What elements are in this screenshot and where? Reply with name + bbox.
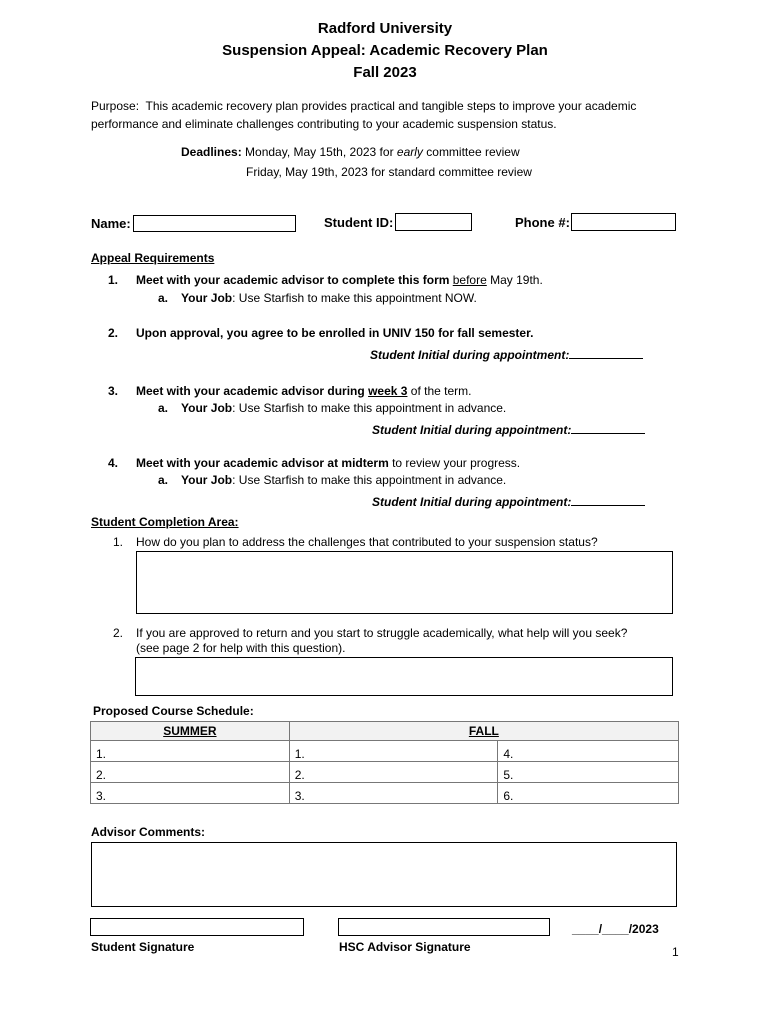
req3-bold: Meet with your academic advisor during (136, 384, 365, 398)
req4-sub-letter: a. (158, 473, 169, 487)
req1-sub-bold: Your Job (181, 291, 233, 305)
schedule-table (90, 721, 679, 804)
req4-rest: to review your progress. (392, 456, 521, 470)
req4-bold: Meet with your academic advisor at midterm (136, 456, 389, 470)
q2-text (136, 626, 627, 656)
form-title: Suspension Appeal: Academic Recovery Plan (222, 42, 548, 59)
purpose-text-line1: This academic recovery plan provides practical and tangible steps to improve your academic (145, 99, 637, 113)
req3-sub-desc: : Use Starfish to make this appointment in advance. (232, 401, 507, 415)
req3-initial-blank[interactable] (571, 422, 645, 434)
req2-text: Upon approval, you agree to be enrolled in UNIV 150 for fall semester. (136, 326, 534, 340)
req2-initial-blank[interactable] (569, 347, 643, 359)
q2-text-line2: (see page 2 for help with this question). (136, 641, 346, 655)
appeal-heading: Appeal Requirements (91, 251, 215, 265)
fall-slot-4[interactable]: 4. (498, 741, 679, 762)
advisor-heading: Advisor Comments: (91, 825, 206, 839)
student-signature-field[interactable] (90, 918, 304, 936)
deadlines-line2: Friday, May 19th, 2023 for standard committee review (246, 165, 532, 179)
q1-answer-box[interactable] (136, 551, 673, 614)
req4-initial (372, 494, 645, 509)
deadline-early-text: Monday, May 15th, 2023 for (245, 145, 394, 159)
req1-text (136, 273, 543, 287)
q1-text: How do you plan to address the challenges that contributed to your suspension status? (136, 535, 598, 549)
purpose-text-line2: performance and eliminate challenges contributing to your academic suspension status. (91, 117, 557, 131)
table-row (91, 741, 679, 762)
req3-initial (372, 422, 645, 437)
deadline-early-post: committee review (426, 145, 520, 159)
name-label: Name: (91, 216, 131, 231)
q2-answer-box[interactable] (135, 657, 673, 696)
req1-bold: Meet with your academic advisor to complete this form (136, 273, 450, 287)
deadlines-line1 (181, 145, 520, 159)
req1-underline: before (452, 273, 487, 287)
q2-text-line1: If you are approved to return and you start to struggle academically, what help will you seek? (136, 626, 628, 640)
req4-text (136, 456, 520, 470)
summer-slot-1[interactable]: 1. (91, 741, 290, 762)
phone-field[interactable] (571, 213, 676, 231)
advisor-comments-box[interactable] (91, 842, 677, 907)
name-field[interactable] (133, 215, 296, 232)
req3-sub-text (181, 401, 506, 415)
req3-underline: week 3 (368, 384, 408, 398)
summer-slot-3[interactable]: 3. (91, 783, 290, 804)
q1-number: 1. (113, 535, 124, 549)
purpose-label: Purpose: (91, 99, 140, 113)
page-number: 1 (672, 945, 679, 959)
req1-sub-desc: : Use Starfish to make this appointment NOW. (232, 291, 477, 305)
req2-number: 2. (108, 326, 119, 340)
req1-sub-letter: a. (158, 291, 169, 305)
university-name: Radford University (317, 20, 453, 37)
fall-slot-5[interactable]: 5. (498, 762, 679, 783)
fall-header: FALL (289, 722, 678, 741)
req3-sub-letter: a. (158, 401, 169, 415)
req4-number: 4. (108, 456, 119, 470)
date-field[interactable]: ____/____/2023 (572, 922, 659, 936)
req1-sub-text (181, 291, 477, 305)
req4-sub-text (181, 473, 506, 487)
deadlines-label: Deadlines: (181, 145, 242, 159)
student-id-field[interactable] (395, 213, 472, 231)
req4-initial-blank[interactable] (571, 494, 645, 506)
req3-text (136, 384, 472, 398)
fall-slot-6[interactable]: 6. (498, 783, 679, 804)
fall-slot-2[interactable]: 2. (289, 762, 498, 783)
fall-slot-3[interactable]: 3. (289, 783, 498, 804)
req3-number: 3. (108, 384, 119, 398)
req3-rest: of the term. (410, 384, 472, 398)
advisor-signature-field[interactable] (338, 918, 550, 936)
req2-initial-label: Student Initial during appointment: (370, 348, 570, 362)
req1-number: 1. (108, 273, 119, 287)
req4-sub-desc: : Use Starfish to make this appointment in advance. (232, 473, 507, 487)
summer-header: SUMMER (91, 722, 290, 741)
table-row (91, 783, 679, 804)
req4-sub-bold: Your Job (181, 473, 233, 487)
fall-slot-1[interactable]: 1. (289, 741, 498, 762)
req3-sub-bold: Your Job (181, 401, 233, 415)
table-row (91, 762, 679, 783)
student-signature-label: Student Signature (91, 940, 195, 954)
q2-number: 2. (113, 626, 124, 640)
advisor-signature-label: HSC Advisor Signature (339, 940, 471, 954)
summer-slot-2[interactable]: 2. (91, 762, 290, 783)
req2-initial (370, 347, 643, 362)
schedule-heading: Proposed Course Schedule: (93, 704, 254, 718)
schedule-header-row (91, 722, 679, 741)
req4-initial-label: Student Initial during appointment: (372, 495, 572, 509)
deadline-early-word: early (396, 145, 423, 159)
student-id-label: Student ID: (324, 215, 394, 230)
req3-initial-label: Student Initial during appointment: (372, 423, 572, 437)
req1-rest: May 19th. (490, 273, 543, 287)
completion-heading: Student Completion Area: (91, 515, 239, 529)
phone-label: Phone #: (515, 215, 570, 230)
term: Fall 2023 (353, 64, 417, 81)
purpose-paragraph (91, 97, 731, 133)
